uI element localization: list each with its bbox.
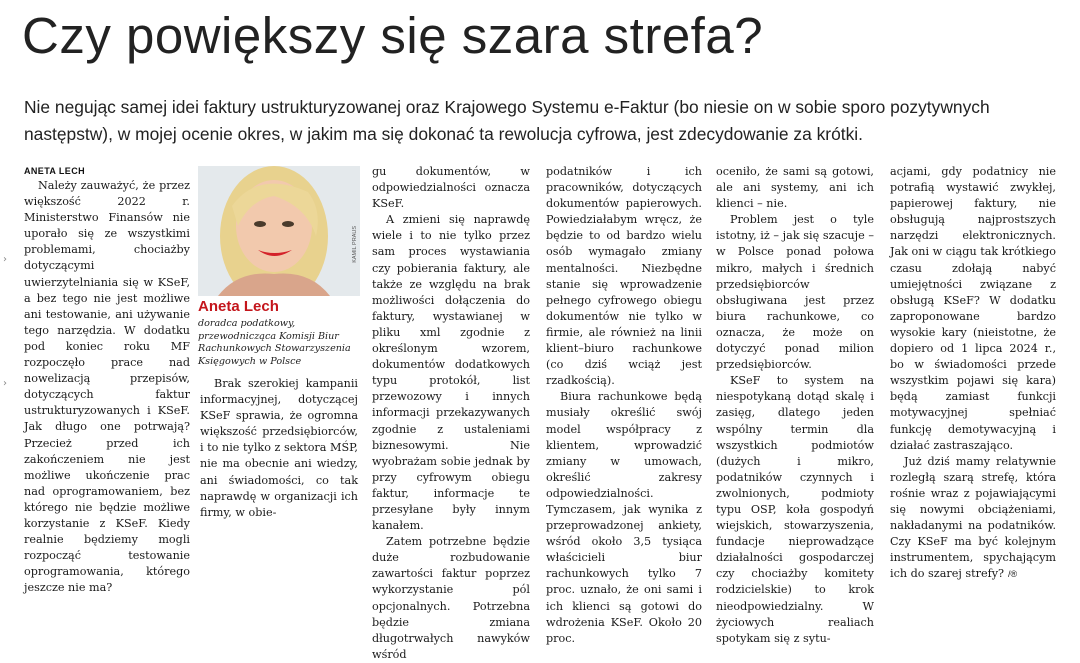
paragraph bbox=[890, 454, 1056, 583]
margin-chevron-2 bbox=[3, 378, 7, 389]
lead-paragraph: Nie negując samej idei faktury ustrukturyzowanej oraz Krajowego Systemu e-Faktur (bo niesie on w sobie sporo pozytywnych następstw), w mojej ocenie okres, w jakim ma się dokonać ta rewolucja cyfrowa, jest zdecydowanie za krótki. bbox=[24, 97, 990, 144]
column-5 bbox=[716, 164, 874, 647]
paragraph: acjami, gdy podatnicy nie potrafią wystawić zwykłej, papierowej faktury, nie obsługują najprostszych narzędzi elektronicznych. Jak oni w ciągu tak krótkiego czasu zdołają nabyć umiejętności związane z obsługą KSeF? W dodatku zaproponowane bardzo wysokie kary (nieistotne, że dopiero od 1 lipca 2024 r., bo w świadomości przede wszystkim pojawi się kara) będą zamiast funkcji motywacyjnej spełniać funkcję demotywacyjną i działać zastraszająco. bbox=[890, 165, 1056, 452]
paragraph: Problem jest o tyle istotny, iż – jak się szacuje – w Polsce ponad połowa mikro, małych i średnich przedsiębiorców obsługiwana jest przez biura rachunkowe, co oznacza, że może on dotyczyć ponad milion przedsiębiorców. bbox=[716, 213, 874, 372]
column-6 bbox=[890, 164, 1056, 582]
author-photo bbox=[198, 166, 360, 296]
paragraph: gu dokumentów, w odpowiedzialności oznacza KSeF. bbox=[372, 165, 530, 211]
paragraph: Zatem potrzebne będzie duże rozbudowanie zawartości faktur poprzez wykorzystanie pól opcjonalnych. Potrzebna będzie zmiana długotrwałych nawyków wśród bbox=[372, 535, 530, 661]
photo-credit: KAMIL PRAUS bbox=[352, 226, 358, 263]
chevron-right-icon: › bbox=[3, 254, 7, 265]
author-role: doradca podatkowy, przewodnicząca Komisji Biur Rachunkowych Stowarzyszenia Księgowych w Polsce bbox=[198, 318, 351, 367]
paragraph: A zmieni się naprawdę wiele i to nie tylko przez sam proces wystawiania czy pobierania faktury, ale także ze względu na brak możliwości dołączenia do faktury, wystawianej w pliku xml zgodnie z określonym wzorem, dokumentów dodatkowych typu protokół, list przewozowy i innych informacji przekazywanych zgodnie z ustaleniami biznesowymi. Nie wyobrażam sobie jednak by przy cyfrowym obiegu faktur, informacje te przesyłane były innym kanałem. bbox=[372, 213, 530, 533]
paragraph: oceniło, że sami są gotowi, ale ani systemy, ani ich klienci – nie. bbox=[716, 165, 874, 211]
paragraph: Należy zauważyć, że przez większość 2022 r. Ministerstwo Finansów nie uporało się ze wszystkimi problemami, chociażby dotyczącymi uwierzytelniania się w KSeF, a bez tego nie jest możliwe ani testowanie, ani używanie tego narzędzia. W dodatku pod koniec roku MF rozpoczęło prace nad nowelizacją przepisów, dotyczących faktur ustrukturyzowanych i KSeF. Jak długo one potrwają? Przecież przed ich zakończeniem nie jest możliwe ukończenie prac nad oprogramowaniem, bez którego nie będzie możliwe korzystanie z KSeF. Kiedy realnie będziemy mogli rozpocząć testowanie oprogramowania, którego jeszcze nie ma? bbox=[24, 179, 190, 595]
author-name: Aneta Lech bbox=[198, 298, 279, 315]
column-1 bbox=[24, 178, 190, 596]
margin-chevron-1 bbox=[3, 254, 7, 265]
paragraph: Biura rachunkowe będą musiały określić swój model współpracy z klientem, wprowadzić zmiany w umowach, określić zakresy odpowiedzialności. Tymczasem, jak wynika z przeprowadzonej ankiety, wśród około 3,5 tysiąca właścicieli biur rachunkowych tylko 7 proc. uznało, że oni sami i ich klienci są gotowi do wdrożenia KSeF. Około 20 proc. bbox=[546, 390, 702, 645]
author-portrait-illustration bbox=[198, 166, 360, 296]
chevron-right-icon: › bbox=[3, 378, 7, 389]
column-4 bbox=[546, 164, 702, 647]
byline: ANETA LECH bbox=[24, 166, 85, 176]
paragraph-text: Już dziś mamy relatywnie rozległą szarą strefę, która rośnie wraz z pojawiającymi się nowymi obciążeniami, nakładanymi na podatników. Czy KSeF ma być kolejnym instrumentem, spychającym ich do szarej strefy? bbox=[890, 454, 1056, 581]
paragraph: Brak szerokiej kampanii informacyjnej, dotyczącej KSeF sprawia, że ogromna większość przedsiębiorców, i to nie tylko z sektora MŚP, nie ma obecnie ani wiedzy, ani świadomości, co tak naprawdę w organizacji ich firmy, w obie- bbox=[200, 377, 358, 519]
headline: Czy powiększy się szara strefa? bbox=[22, 7, 764, 64]
paragraph: podatników i ich pracowników, dotyczących dokumentów papierowych. Powiedziałabym wręcz, że będzie to od bardzo wielu osób wymagało zmiany mentalności. Niezbędne stanie się wprowadzenie pełnego cyfrowego obiegu dokumentów nie tylko w firmie, ale również na linii klient–biuro rachunkowe (co dziś wciąż jest rzadkością). bbox=[546, 165, 702, 388]
paragraph: KSeF to system na niespotykaną dotąd skalę i zasięg, dlatego jeden wspólny termin dla wszystkich podmiotów (dużych i mikro, podatników czynnych i zwolnionych, podmioty typu OSP, koła gospodyń wiejskich, stowarzyszenia, fundacje nieprowadzące działalności gospodarczej czy chociażby komitety rodzicielskie) to krok nieodpowiedzialny. W życiowych realiach spotykam się z sytu- bbox=[716, 374, 874, 645]
end-mark: /® bbox=[1008, 569, 1018, 580]
column-2 bbox=[200, 376, 358, 521]
column-3 bbox=[372, 164, 530, 663]
